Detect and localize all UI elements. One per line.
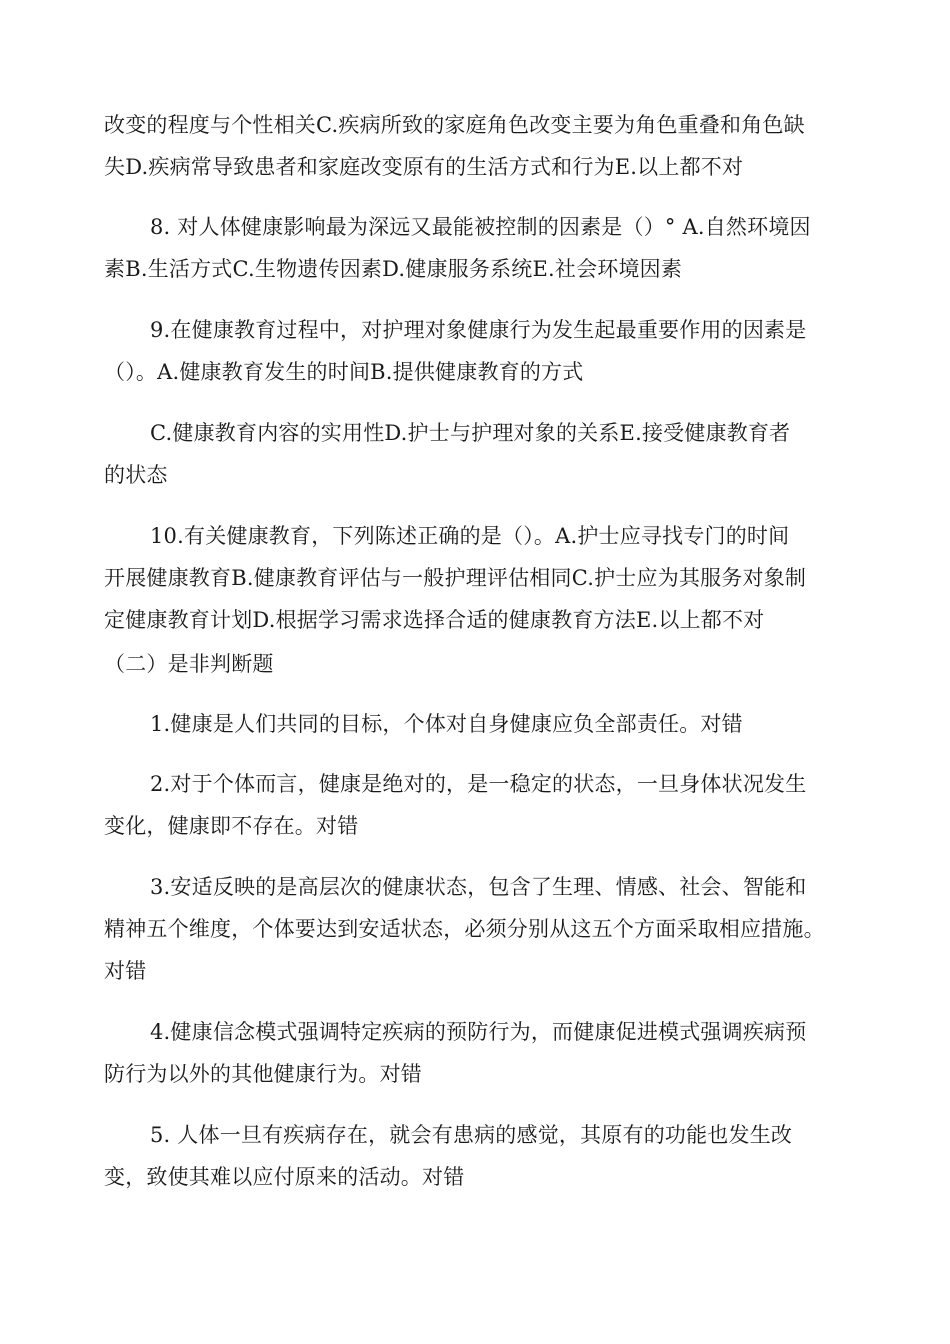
question-10-line-3: 定健康教育计划D.根据学习需求选择合适的健康教育方法E.以上都不对	[104, 608, 765, 632]
true-false-2-line-2: 变化，健康即不存在。对错	[104, 814, 359, 838]
true-false-5-line-1: 5. 人体一旦有疾病存在，就会有患病的感觉，其原有的功能也发生改	[150, 1123, 793, 1147]
question-9-line-2: （）。A.健康教育发生的时间B.提供健康教育的方式	[104, 360, 584, 384]
true-false-4-line-2: 防行为以外的其他健康行为。对错	[104, 1062, 422, 1086]
true-false-3-line-2: 精神五个维度，个体要达到安适状态，必须分别从这五个方面采取相应措施。	[104, 917, 825, 941]
question-8-line-2: 素B.生活方式C.生物遗传因素D.健康服务系统E.社会环境因素	[104, 257, 683, 281]
question-9-line-4: 的状态	[104, 463, 168, 487]
question-10-line-1: 10.有关健康教育，下列陈述正确的是（）。A.护士应寻找专门的时间	[150, 524, 790, 548]
section-heading: （二）是非判断题	[104, 652, 274, 676]
true-false-4-line-1: 4.健康信念模式强调特定疾病的预防行为，而健康促进模式强调疾病预	[150, 1020, 807, 1044]
true-false-3-line-1: 3.安适反映的是高层次的健康状态，包含了生理、情感、社会、智能和	[150, 875, 807, 899]
question-10-line-2: 开展健康教育B.健康教育评估与一般护理评估相同C.护士应为其服务对象制	[104, 566, 807, 590]
q7-continuation-line-1: 改变的程度与个性相关C.疾病所致的家庭角色改变主要为角色重叠和角色缺	[104, 113, 805, 137]
q7-continuation-line-2: 失D.疾病常导致患者和家庭改变原有的生活方式和行为E.以上都不对	[104, 155, 744, 179]
true-false-2-line-1: 2.对于个体而言，健康是绝对的，是一稳定的状态，一旦身体状况发生	[150, 772, 807, 796]
true-false-5-line-2: 变，致使其难以应付原来的活动。对错	[104, 1165, 465, 1189]
question-8-line-1: 8. 对人体健康影响最为深远又最能被控制的因素是（）° A.自然环境因	[150, 215, 811, 239]
question-9-line-1: 9.在健康教育过程中，对护理对象健康行为发生起最重要作用的因素是	[150, 318, 807, 342]
true-false-1-line-1: 1.健康是人们共同的目标，个体对自身健康应负全部责任。对错	[150, 712, 743, 736]
true-false-3-line-3: 对错	[104, 959, 147, 983]
question-9-line-3: C.健康教育内容的实用性D.护士与护理对象的关系E.接受健康教育者	[150, 421, 791, 445]
